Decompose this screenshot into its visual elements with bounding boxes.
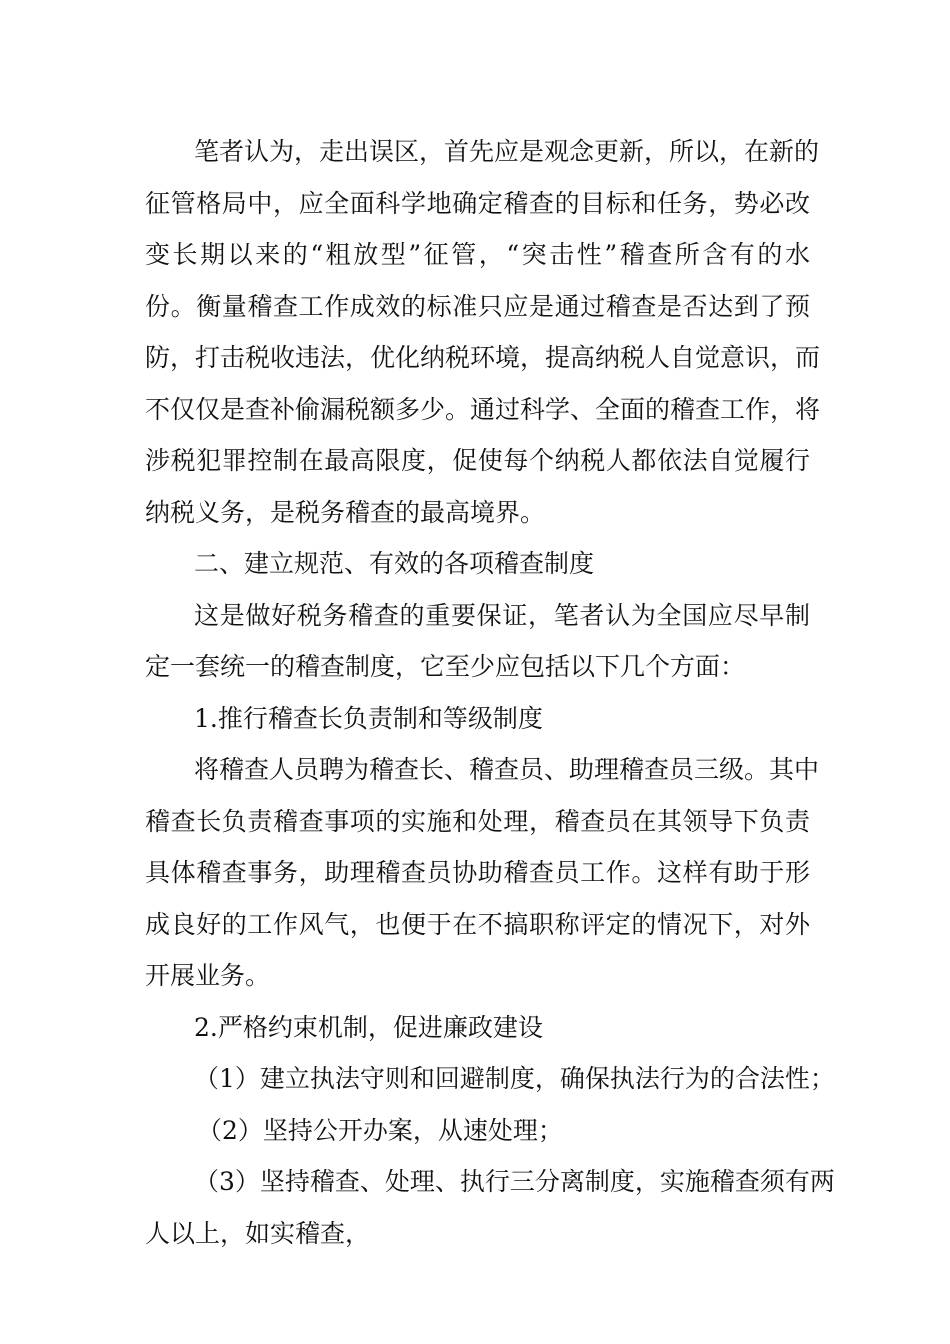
paragraph-line-8: 纳税义务，是税务稽查的最高境界。: [145, 498, 546, 527]
paragraph-line-2: 征管格局中，应全面科学地确定稽查的目标和任务，势必改: [145, 189, 810, 218]
paragraph-line-4: 份。衡量稽查工作成效的标准只应是通过稽查是否达到了预: [145, 292, 810, 321]
paragraph-line-15: 开展业务。: [145, 961, 271, 990]
paragraph-line-13: 具体稽查事务，助理稽查员协助稽查员工作。这样有助于形: [145, 858, 810, 887]
list-item-1: （1）建立执法守则和回避制度，确保执法行为的合法性；: [194, 1064, 835, 1093]
section-heading: 二、建立规范、有效的各项稽查制度: [194, 549, 595, 578]
paragraph-line-3: 变长期以来的“粗放型”征管，“突击性”稽查所含有的水: [145, 240, 810, 269]
subheading-2: 2.严格约束机制，促进廉政建设: [194, 1013, 543, 1042]
subheading-1: 1.推行稽查长负责制和等级制度: [194, 704, 543, 733]
paragraph-line-10: 定一套统一的稽查制度，它至少应包括以下几个方面：: [145, 652, 746, 681]
paragraph-line-9: 这是做好税务稽查的重要保证，笔者认为全国应尽早制: [194, 601, 810, 630]
paragraph-line-1: 笔者认为，走出误区，首先应是观念更新，所以，在新的: [194, 137, 820, 166]
paragraph-line-14: 成良好的工作风气，也便于在不搞职称评定的情况下，对外: [145, 910, 810, 939]
paragraph-line-11: 将稽查人员聘为稽查长、稽查员、助理稽查员三级。其中: [194, 755, 820, 784]
paragraph-line-5: 防，打击税收违法，优化纳税环境，提高纳税人自觉意识，而: [145, 343, 821, 372]
paragraph-line-12: 稽查长负责稽查事项的实施和处理，稽查员在其领导下负责: [145, 807, 810, 836]
paragraph-line-7: 涉税犯罪控制在最高限度，促使每个纳税人都依法自觉履行: [145, 446, 810, 475]
list-item-3: （3）坚持稽查、处理、执行三分离制度，实施稽查须有两: [194, 1167, 835, 1196]
paragraph-line-6: 不仅仅是查补偷漏税额多少。通过科学、全面的稽查工作，将: [145, 395, 821, 424]
list-item-3-continued: 人以上，如实稽查，: [145, 1219, 371, 1248]
list-item-2: （2）坚持公开办案，从速处理；: [197, 1116, 563, 1145]
